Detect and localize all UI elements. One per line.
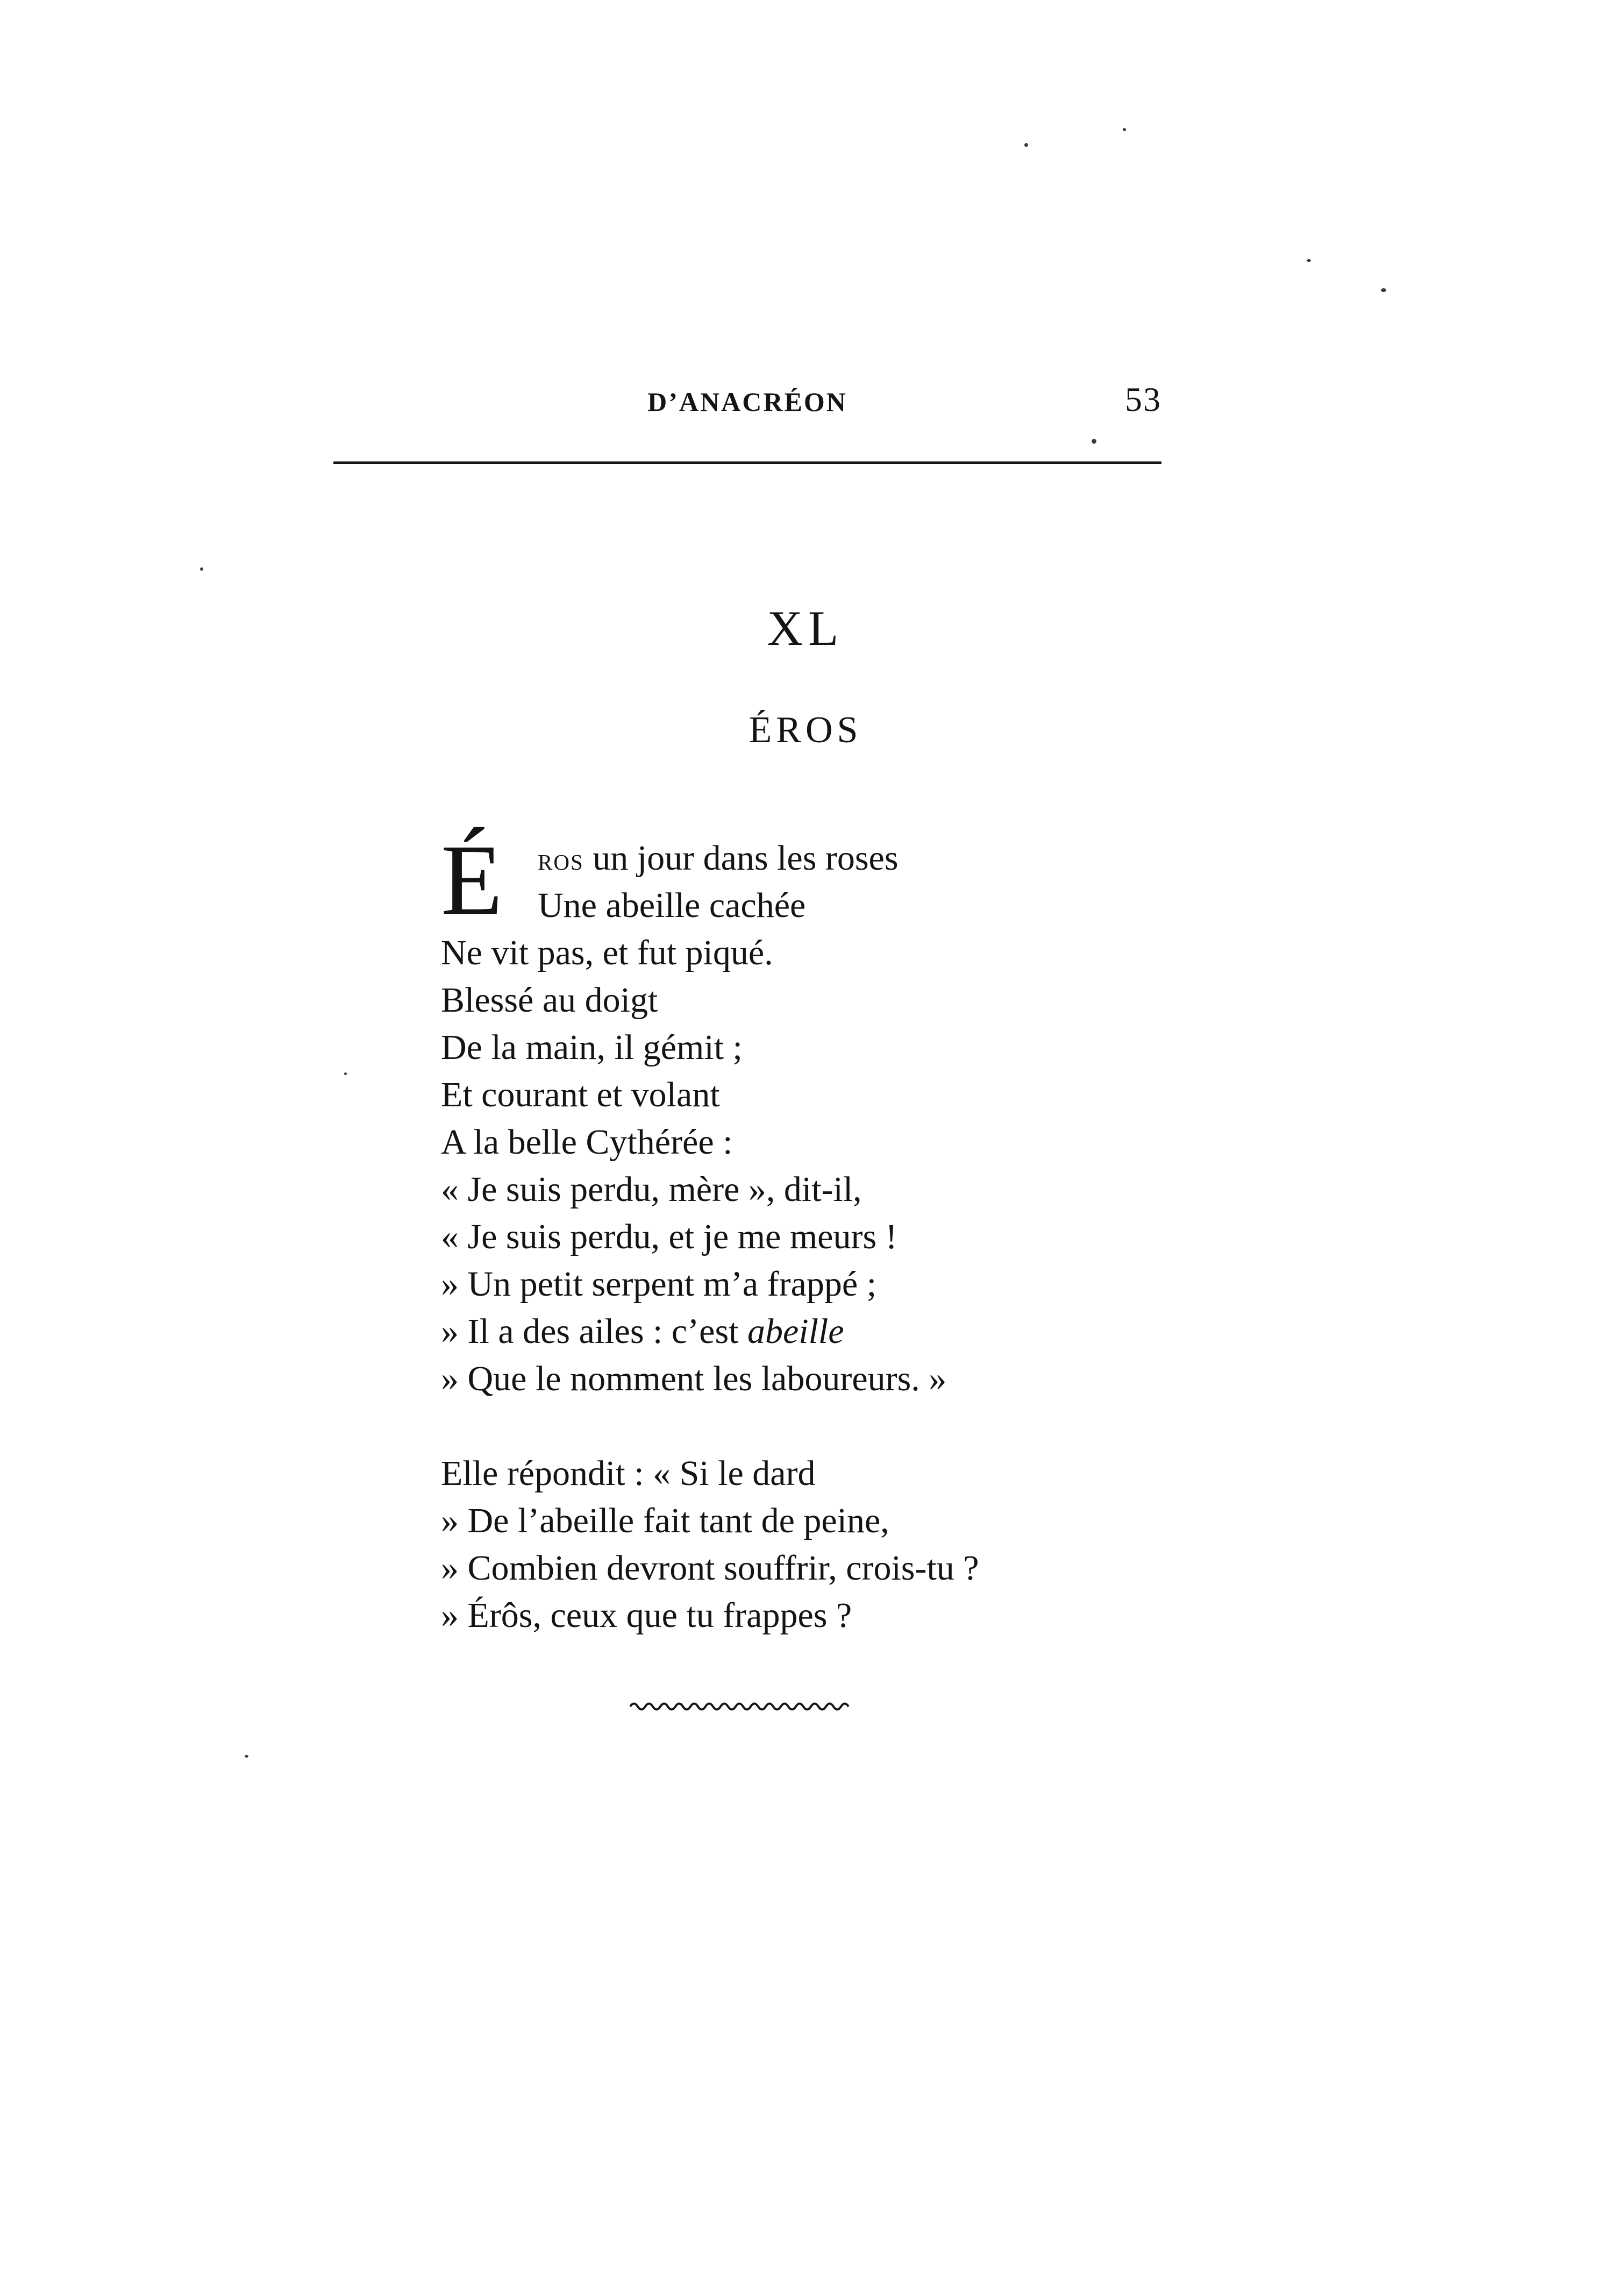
first-line-small-caps: ros (538, 842, 584, 877)
poem-line: Blessé au doigt (441, 980, 658, 1020)
scan-speck (200, 567, 203, 571)
poem-line: Une abeille cachée (538, 886, 806, 925)
scan-speck (1024, 143, 1028, 147)
wavy-tail-ornament-icon (629, 1698, 855, 1715)
scan-speck (1381, 288, 1386, 292)
poem-number: XL (767, 601, 844, 656)
poem-body (441, 823, 1221, 1639)
scan-speck (1092, 439, 1096, 444)
poem-line: Et courant et volant (441, 1075, 720, 1114)
stanza-2 (441, 1450, 1221, 1639)
poem-line: » Un petit serpent m’a frappé ; (441, 1264, 877, 1304)
opening-lines (441, 823, 1221, 936)
poem-line: Elle répondit : « Si le dard (441, 1454, 816, 1493)
poem-line: » De l’abeille fait tant de peine, (441, 1501, 889, 1540)
scan-speck (344, 1072, 347, 1075)
poem-line (441, 835, 1221, 882)
page-number: 53 (1125, 380, 1161, 418)
drop-cap: É (441, 823, 503, 936)
scan-speck (1307, 259, 1311, 262)
first-line-rest: un jour dans les roses (583, 838, 899, 878)
poem-line: Ne vit pas, et fut piqué. (441, 933, 773, 972)
poem-line: » Que le nomment les laboureurs. » (441, 1359, 947, 1398)
italic-word: abeille (747, 1312, 844, 1351)
poem-line: » Combien devront souffrir, crois-tu ? (441, 1548, 979, 1588)
poem-line: De la main, il gémit ; (441, 1028, 743, 1067)
poem-line: A la belle Cythérée : (441, 1122, 733, 1162)
scan-speck (1123, 128, 1126, 131)
poem-line: « Je suis perdu, mère », dit-il, (441, 1170, 862, 1209)
running-title: D’ANACRÉON (647, 387, 847, 417)
poem-title: ÉROS (749, 709, 862, 751)
line-text: » Il a des ailes : c’est (441, 1312, 747, 1351)
poem-line: » Érôs, ceux que tu frappes ? (441, 1596, 852, 1635)
poem-line (441, 1308, 1221, 1355)
poem-line: « Je suis perdu, et je me meurs ! (441, 1217, 897, 1256)
running-head (333, 376, 1161, 436)
header-rule (333, 461, 1161, 464)
stanza-1 (441, 823, 1221, 1403)
scan-speck (245, 1755, 248, 1758)
